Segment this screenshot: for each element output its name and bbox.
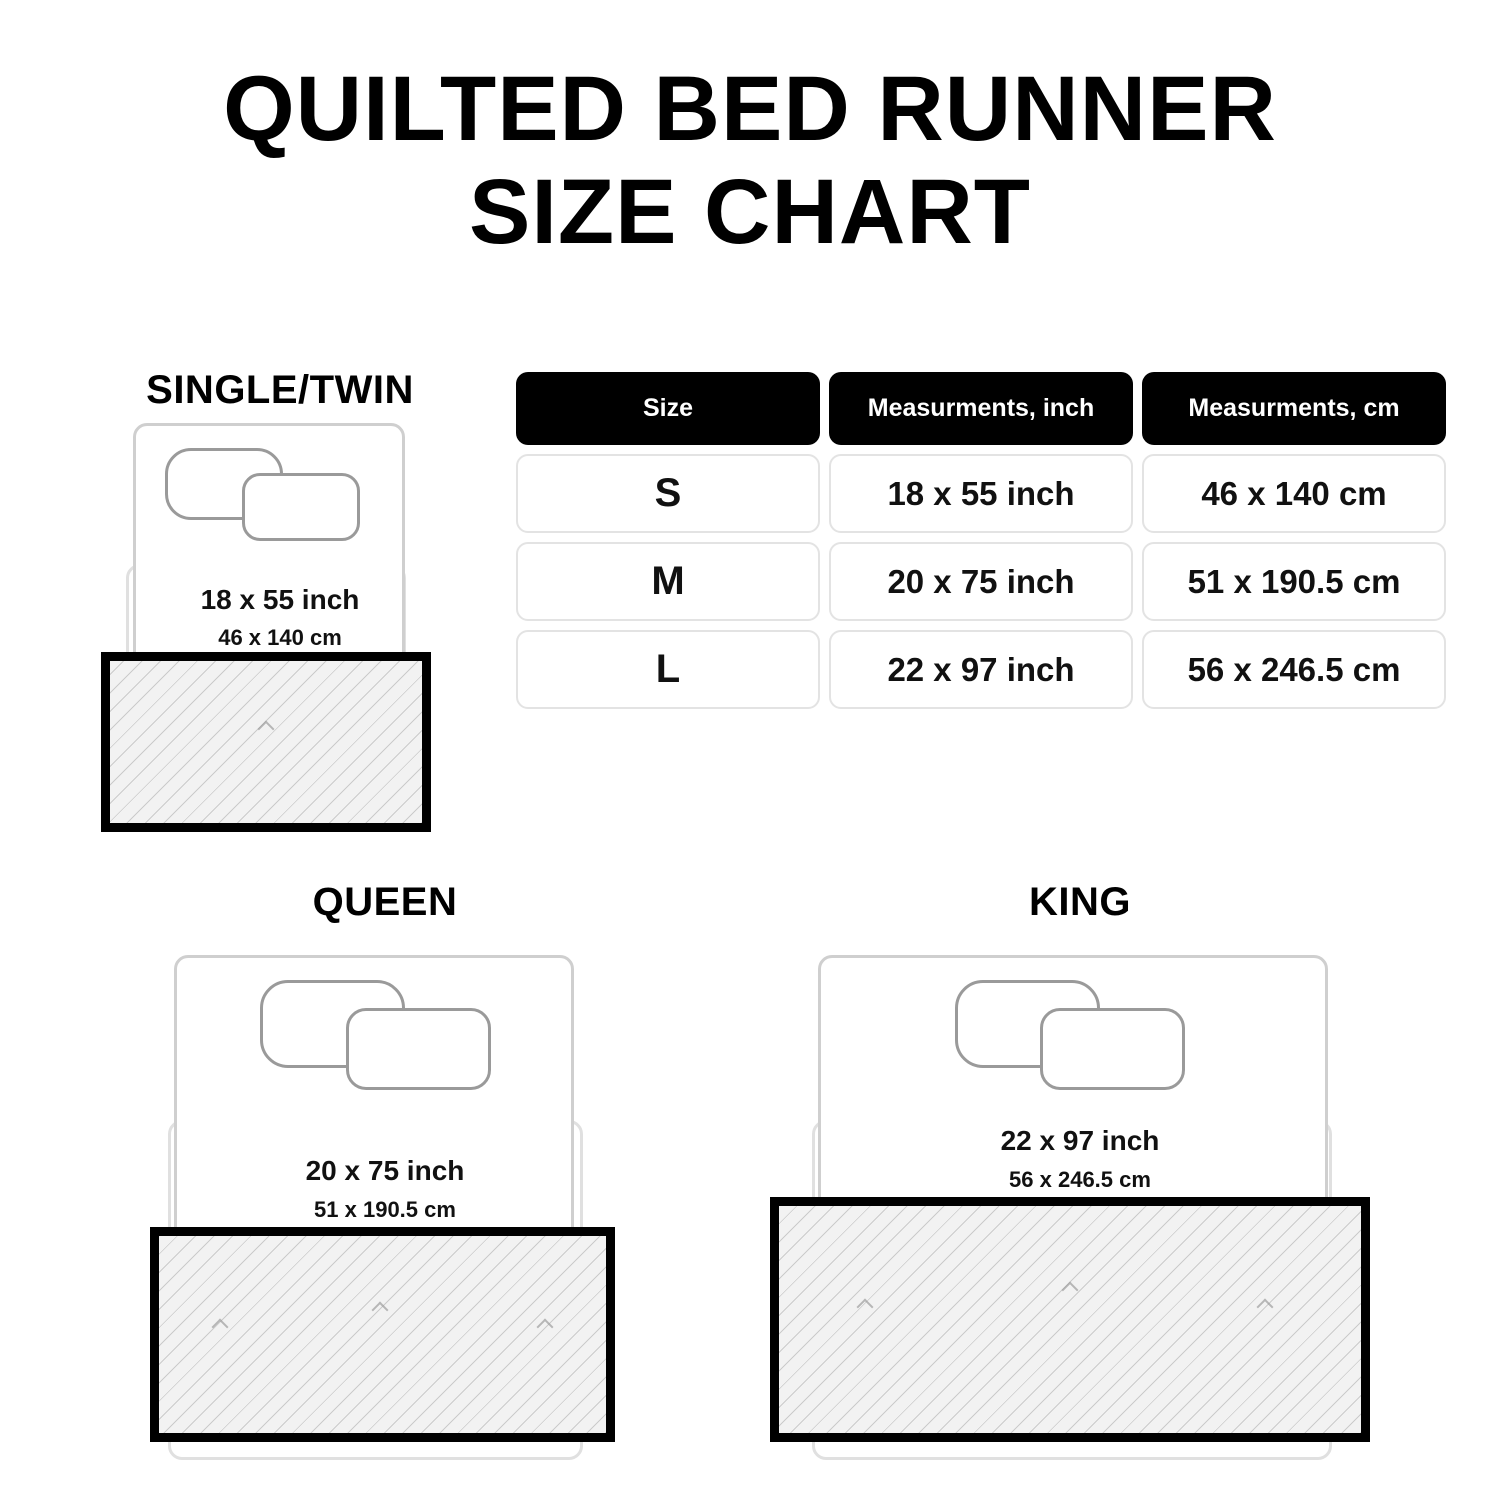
size-table — [516, 372, 1446, 718]
table-cell-size: M — [516, 542, 820, 621]
bed-dimension-cm: 56 x 246.5 cm — [1009, 1167, 1151, 1192]
table-cell-cm: 56 x 246.5 cm — [1142, 630, 1446, 709]
title-line-1: QUILTED BED RUNNER — [223, 58, 1277, 160]
table-header-cm: Measurments, cm — [1142, 372, 1446, 445]
table-cell-size: S — [516, 454, 820, 533]
bed-diagram-queen — [150, 880, 620, 1480]
bed-label-single-twin: SINGLE/TWIN — [146, 368, 414, 412]
page-title — [0, 58, 1500, 264]
bed-label-queen: QUEEN — [312, 880, 458, 924]
table-cell-inch: 18 x 55 inch — [829, 454, 1133, 533]
bed-label-king: KING — [1029, 880, 1131, 924]
table-row — [516, 454, 1446, 533]
title-line-2: SIZE CHART — [469, 161, 1031, 264]
table-cell-size: L — [516, 630, 820, 709]
table-header-inch: Measurments, inch — [829, 372, 1133, 445]
table-cell-cm: 46 x 140 cm — [1142, 454, 1446, 533]
bed-dimension-cm: 51 x 190.5 cm — [314, 1197, 456, 1222]
table-cell-inch: 22 x 97 inch — [829, 630, 1133, 709]
table-row — [516, 542, 1446, 621]
table-cell-inch: 20 x 75 inch — [829, 542, 1133, 621]
bed-runner — [150, 1227, 615, 1442]
bed-runner — [101, 652, 431, 832]
bed-runner — [770, 1197, 1370, 1442]
bed-diagram-single-twin — [100, 368, 460, 838]
table-row — [516, 630, 1446, 709]
bed-dimension-cm: 46 x 140 cm — [218, 625, 342, 650]
pillow-front — [242, 473, 360, 541]
table-cell-cm: 51 x 190.5 cm — [1142, 542, 1446, 621]
bed-dimension-inch: 22 x 97 inch — [1000, 1125, 1160, 1156]
pillow-front — [346, 1008, 491, 1090]
bed-dimension-inch: 18 x 55 inch — [200, 584, 360, 615]
pillow-front — [1040, 1008, 1185, 1090]
table-header-row — [516, 372, 1446, 445]
table-header-size: Size — [516, 372, 820, 445]
bed-diagram-king — [800, 880, 1360, 1480]
bed-dimension-inch: 20 x 75 inch — [305, 1155, 465, 1186]
